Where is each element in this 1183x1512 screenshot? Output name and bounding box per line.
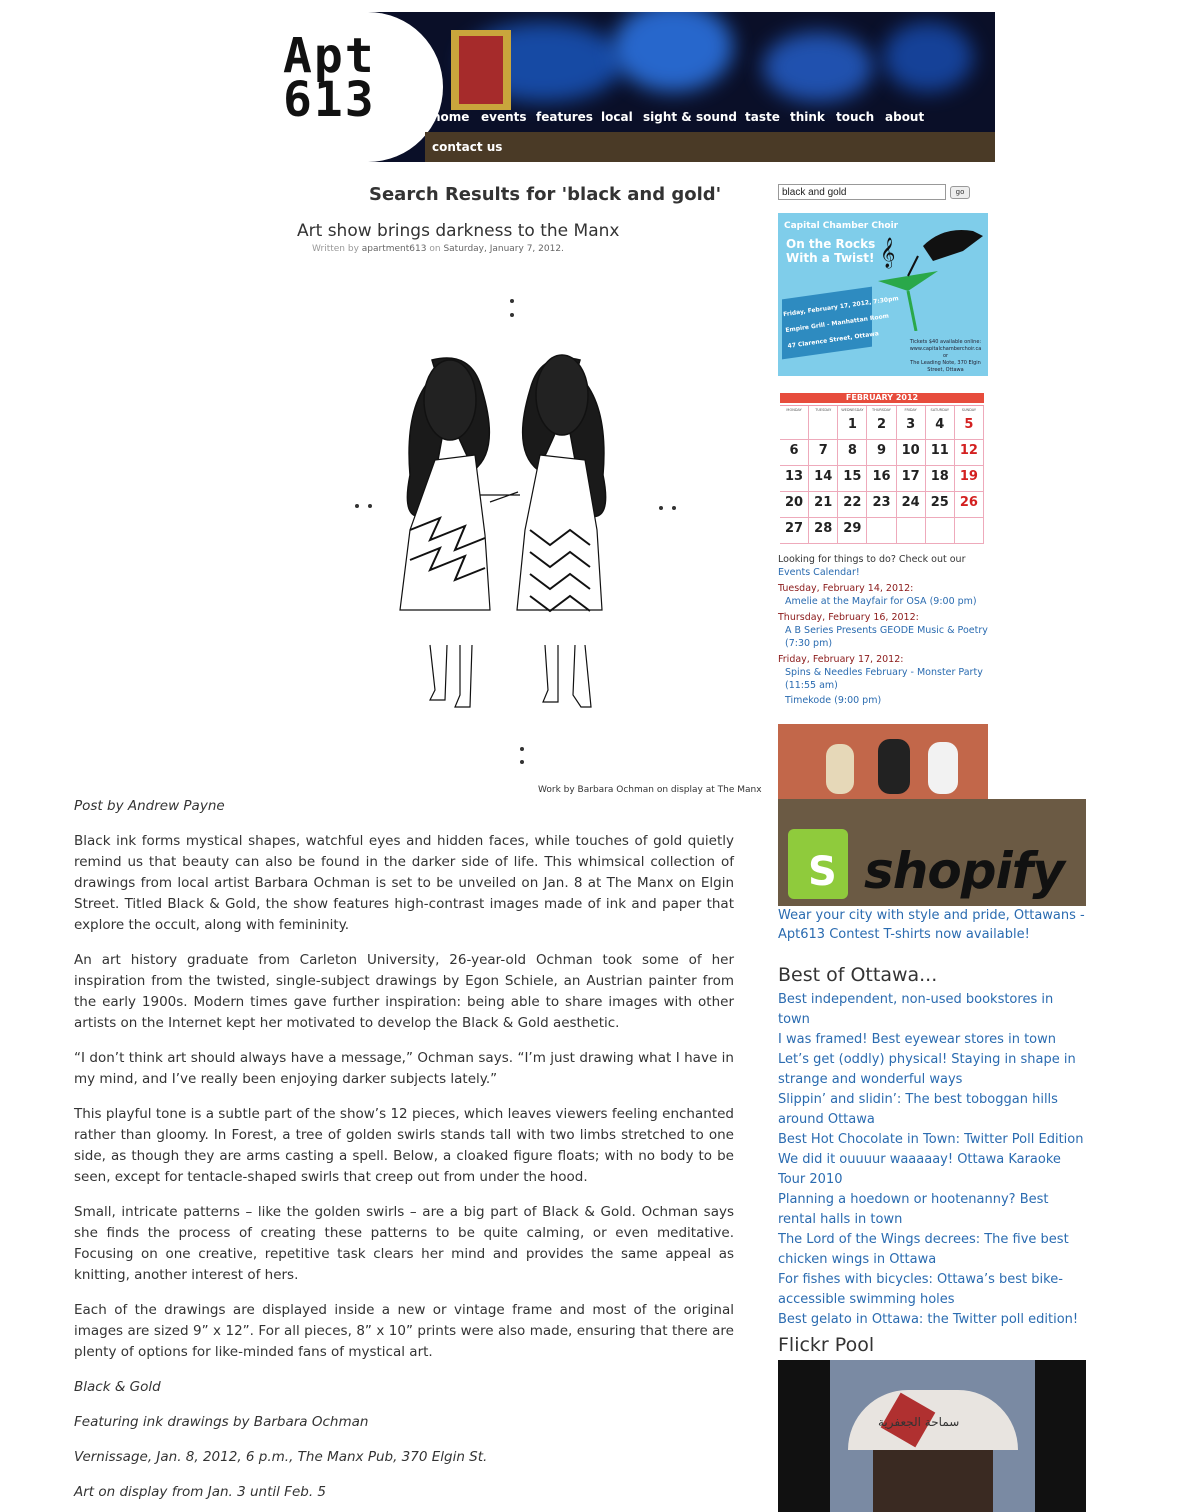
nav-touch[interactable]: touch bbox=[836, 110, 875, 124]
calendar-day[interactable]: 21 bbox=[809, 492, 838, 518]
calendar-dayname: SATURDAY bbox=[926, 406, 955, 414]
nav-think[interactable]: think bbox=[790, 110, 825, 124]
search-go-button[interactable]: go bbox=[950, 186, 970, 199]
best-link[interactable]: The Lord of the Wings decrees: The five best chicken wings in Ottawa bbox=[778, 1232, 1069, 1267]
event-link[interactable]: Spins & Needles February - Monster Party (11:55 am) bbox=[785, 667, 983, 691]
flickr-pool-heading: Flickr Pool bbox=[778, 1334, 875, 1356]
post-paragraph: Black ink forms mystical shapes, watchful eyes and hidden faces, while touches of gold quietly remind us that beauty can also be found in the darker side of life. This whimsical collection of drawings from local artist Barbara Ochman is set to be unveiled on Jan. 8 at The Manx on Elgin Street. Titled Black & Gold, the show features high-contrast images made of ink and paper that explore the occult, along with femininity. bbox=[74, 833, 734, 933]
nav-local[interactable]: local bbox=[601, 110, 633, 124]
event-link[interactable]: A B Series Presents GEODE Music & Poetry (7:30 pm) bbox=[785, 625, 988, 649]
calendar-dayname: WEDNESDAY bbox=[838, 406, 867, 414]
calendar-day[interactable]: 3 bbox=[897, 414, 926, 440]
nav-contact[interactable]: contact us bbox=[432, 140, 503, 154]
calendar-day[interactable]: 18 bbox=[926, 466, 955, 492]
upcoming-events: Looking for things to do? Check out our Events Calendar! Tuesday, February 14, 2012: Amelie at the Mayfair for OSA (9:00 pm) Thursday, February 16, 2012: A B Series Presents GEODE Music & Poetry (7:30 pm) Friday, February 17, 2012: Spins & Needles February - Monster Party (11:55 am) Timekode (9:00 pm) bbox=[778, 554, 988, 706]
calendar-day[interactable]: 20 bbox=[780, 492, 809, 518]
post-paragraph: Small, intricate patterns – like the golden swirls – are a big part of Black & Gold. Ochman says she finds the process of creating these patterns to be quite calming, or even meditative. Focusing on one creative, repetitive task clears her mind and provides the same appeal as knitting, another interest of hers. bbox=[74, 1204, 734, 1283]
calendar-day[interactable]: 25 bbox=[926, 492, 955, 518]
best-of-ottawa-heading: Best of Ottawa... bbox=[778, 964, 938, 986]
post-paragraph: This playful tone is a subtle part of the show’s 12 pieces, which leaves viewers feeling enchanted rather than gloomy. In Forest, a tree of golden swirls stands tall with two limbs stretched to one side, as though they are arms casting a spell. Below, a cloaked figure floats; with no body to be seen, except for tentacle-shaped swirls that creep out from under the hood. bbox=[74, 1106, 734, 1185]
best-link[interactable]: We did it ouuuur waaaaay! Ottawa Karaoke Tour 2010 bbox=[778, 1152, 1061, 1187]
calendar-day[interactable]: 5 bbox=[955, 414, 984, 440]
post-date: Saturday, January 7, 2012. bbox=[443, 244, 564, 254]
artwork-image bbox=[340, 290, 690, 770]
nav-sight-sound[interactable]: sight & sound bbox=[643, 110, 738, 124]
calendar-day[interactable]: 29 bbox=[838, 518, 867, 544]
event-calendar[interactable] bbox=[778, 393, 986, 548]
events-calendar-link[interactable]: Events Calendar! bbox=[778, 567, 860, 578]
calendar-dayname: SUNDAY bbox=[955, 406, 984, 414]
event-feature: Featuring ink drawings by Barbara Ochman bbox=[74, 1414, 369, 1430]
calendar-day bbox=[897, 518, 926, 544]
event-link[interactable]: Amelie at the Mayfair for OSA (9:00 pm) bbox=[785, 596, 977, 607]
calendar-day[interactable]: 9 bbox=[867, 440, 896, 466]
post-paragraph: “I don’t think art should always have a message,” Ochman says. “I’m just drawing what I have in my mind, and I’ve really been enjoying darker subjects lately.” bbox=[74, 1050, 734, 1087]
calendar-day bbox=[809, 414, 838, 440]
best-link[interactable]: Best Hot Chocolate in Town: Twitter Poll Edition bbox=[778, 1132, 1084, 1147]
calendar-day[interactable]: 6 bbox=[780, 440, 809, 466]
nav-about[interactable]: about bbox=[885, 110, 925, 124]
calendar-day bbox=[780, 414, 809, 440]
calendar-month: FEBRUARY 2012 bbox=[780, 393, 984, 403]
post-paragraph: An art history graduate from Carleton University, 26-year-old Ochman took some of her inspiration from the twisted, single-subject drawings by Egon Schiele, an Austrian painter from the early 1900s. Modern times gave further inspiration: being able to share images with other artists on the Internet kept her motivated to develop the Black & Gold aesthetic. bbox=[74, 952, 734, 1031]
logo-area bbox=[283, 12, 443, 162]
calendar-day[interactable]: 27 bbox=[780, 518, 809, 544]
calendar-day bbox=[926, 518, 955, 544]
calendar-day bbox=[867, 518, 896, 544]
best-link[interactable]: I was framed! Best eyewear stores in town bbox=[778, 1032, 1056, 1047]
calendar-day bbox=[955, 518, 984, 544]
site-logo[interactable]: Apt 613 bbox=[283, 28, 376, 128]
calendar-day[interactable]: 7 bbox=[809, 440, 838, 466]
best-link[interactable]: Slippin’ and slidin’: The best toboggan hills around Ottawa bbox=[778, 1092, 1058, 1127]
calendar-day[interactable]: 12 bbox=[955, 440, 984, 466]
calendar-dayname: FRIDAY bbox=[897, 406, 926, 414]
event-link[interactable]: Timekode (9:00 pm) bbox=[785, 695, 882, 706]
calendar-day[interactable]: 22 bbox=[838, 492, 867, 518]
site-banner bbox=[283, 12, 995, 162]
flickr-photo[interactable]: سماحة الجعفرية bbox=[778, 1360, 1086, 1512]
best-link[interactable]: Best gelato in Ottawa: the Twitter poll edition! bbox=[778, 1312, 1079, 1327]
svg-text:𝄞: 𝄞 bbox=[880, 238, 896, 268]
calendar-day[interactable]: 1 bbox=[838, 414, 867, 440]
post-byline: Post by Andrew Payne bbox=[74, 798, 225, 814]
main-nav bbox=[425, 104, 995, 162]
choir-ad[interactable]: Capital Chamber Choir On the Rocks With a Twist! Friday, February 17, 2012, 7:30pm Empire Grill - Manhattan Room 47 Clarence Street, Ottawa 𝄞 Tickets $40 available online: www.capitalchamberchoir.ca or The Leading Note, 370 Elgin Street, Ottawa bbox=[778, 213, 988, 376]
best-link[interactable]: For fishes with bicycles: Ottawa’s best bike-accessible swimming holes bbox=[778, 1272, 1063, 1307]
event-vernissage: Vernissage, Jan. 8, 2012, 6 p.m., The Manx Pub, 370 Elgin St. bbox=[74, 1449, 488, 1465]
calendar-day[interactable]: 8 bbox=[838, 440, 867, 466]
nav-home[interactable]: home bbox=[432, 110, 470, 124]
search-results-heading: Search Results for 'black and gold' bbox=[369, 184, 722, 205]
nav-taste[interactable]: taste bbox=[745, 110, 780, 124]
calendar-day[interactable]: 15 bbox=[838, 466, 867, 492]
calendar-day[interactable]: 11 bbox=[926, 440, 955, 466]
calendar-day[interactable]: 16 bbox=[867, 466, 896, 492]
best-link[interactable]: Best independent, non-used bookstores in town bbox=[778, 992, 1054, 1027]
shopify-caption-link[interactable]: Wear your city with style and pride, Ottawans - Apt613 Contest T-shirts now available! bbox=[778, 908, 1085, 942]
shopify-ad[interactable]: S shopify bbox=[778, 724, 1086, 906]
search-input[interactable] bbox=[778, 184, 946, 200]
calendar-day[interactable]: 23 bbox=[867, 492, 896, 518]
best-link[interactable]: Planning a hoedown or hootenanny? Best rental halls in town bbox=[778, 1192, 1049, 1227]
calendar-day[interactable]: 26 bbox=[955, 492, 984, 518]
calendar-dayname: THURSDAY bbox=[867, 406, 896, 414]
calendar-day[interactable]: 13 bbox=[780, 466, 809, 492]
post-paragraph: Each of the drawings are displayed inside a new or vintage frame and most of the original images are sized 9” x 12”. For all pieces, 8” x 10” prints were also made, ensuring that there are plenty of options for like-minded fans of mystical art. bbox=[74, 1302, 734, 1360]
calendar-day[interactable]: 24 bbox=[897, 492, 926, 518]
best-link[interactable]: Let’s get (oddly) physical! Staying in shape in strange and wonderful ways bbox=[778, 1052, 1076, 1087]
calendar-dayname: TUESDAY bbox=[809, 406, 838, 414]
nav-features[interactable]: features bbox=[536, 110, 593, 124]
event-name: Black & Gold bbox=[74, 1379, 161, 1395]
calendar-day[interactable]: 19 bbox=[955, 466, 984, 492]
calendar-day[interactable]: 28 bbox=[809, 518, 838, 544]
post-meta: Written by apartment613 on Saturday, January 7, 2012. bbox=[312, 244, 564, 254]
event-dates: Art on display from Jan. 3 until Feb. 5 bbox=[74, 1484, 326, 1500]
calendar-dayname: MONDAY bbox=[780, 406, 809, 414]
post-title[interactable]: Art show brings darkness to the Manx bbox=[297, 221, 620, 241]
image-caption: Work by Barbara Ochman on display at The Manx bbox=[538, 785, 762, 795]
calendar-day[interactable]: 14 bbox=[809, 466, 838, 492]
nav-events[interactable]: events bbox=[481, 110, 527, 124]
calendar-day[interactable]: 17 bbox=[897, 466, 926, 492]
post-author[interactable]: apartment613 bbox=[361, 244, 427, 254]
shopify-logo: shopify bbox=[864, 842, 1064, 900]
calendar-day[interactable]: 2 bbox=[867, 414, 896, 440]
post-content bbox=[74, 796, 734, 1512]
calendar-day[interactable]: 4 bbox=[926, 414, 955, 440]
best-of-ottawa-list bbox=[778, 990, 1088, 1330]
calendar-day[interactable]: 10 bbox=[897, 440, 926, 466]
